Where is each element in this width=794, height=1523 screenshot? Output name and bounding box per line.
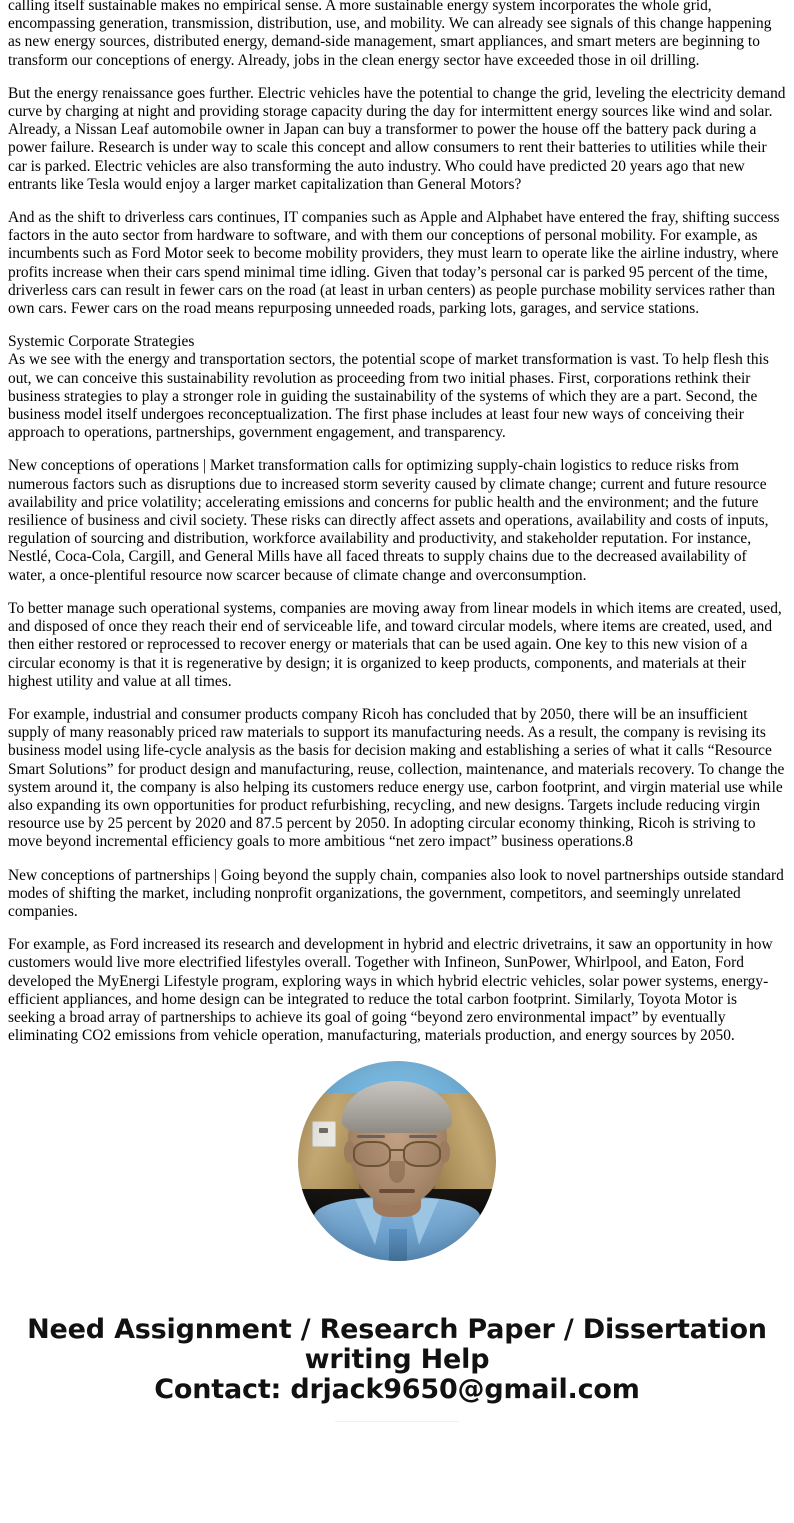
section-block-systemic-corporate-strategies xyxy=(8,333,786,442)
paragraph-operations: New conceptions of operations | Market transformation calls for optimizing supply-chain logistics to reduce risks from numerous factors such as disruptions due to increased storm severity caused by climate change; current and future resource availability and price volatility; accelerating emissions and concerns for public health and the environment; and the future resilience of business and civil society. These risks can directly affect assets and operations, availability and costs of inputs, regulation of sourcing and distribution, workforce availability and productivity, and stakeholder reputation. For instance, Nestlé, Coca-Cola, Cargill, and General Mills have all faced threats to supply chains due to the decreased availability of water, a once-plentiful resource now scarcer because of climate change and overconsumption. xyxy=(8,457,769,584)
photo-vignette xyxy=(298,1061,496,1261)
footer-divider xyxy=(335,1421,459,1422)
promo-contact-line: Contact: drjack9650@gmail.com xyxy=(154,1374,640,1406)
promo-title-line-2: writing Help xyxy=(304,1344,490,1376)
article-body xyxy=(8,0,786,1045)
promo-section xyxy=(8,1061,786,1422)
paragraph-3: And as the shift to driverless cars continues, IT companies such as Apple and Alphabet have entered the fray, shifting success factors in the auto sector from hardware to software, and with them our conceptions of personal mobility. For example, as incumbents such as Ford Motor seek to become mobility providers, they must learn to operate like the airline industry, where profits increase when their cars spend minimal time idling. Given that today’s personal car is parked 95 percent of the time, driverless cars can result in fewer cars on the road (at least in urban centers) as people purchase mobility services rather than own cars. Fewer cars on the road means repurposing unneeded roads, parking lots, garages, and service stations. xyxy=(8,209,780,318)
promo-title xyxy=(8,1315,786,1375)
section-intro-paragraph: As we see with the energy and transportation sectors, the potential scope of market transformation is vast. To help flesh this out, we can conceive this sustainability revolution as proceeding from two initial phases. First, corporations rethink their business strategies to play a stronger role in guiding the sustainability of the systems of which they are a part. Second, the business model itself undergoes reconceptualization. The first phase includes at least four new ways of conceiving their approach to operations, partnerships, government engagement, and transparency. xyxy=(8,351,769,442)
section-heading: Systemic Corporate Strategies xyxy=(8,333,195,351)
paragraph-2: But the energy renaissance goes further. Electric vehicles have the potential to change the grid, leveling the electricity demand curve by charging at night and providing storage capacity during the day for intermittent energy sources like wind and solar. Already, a Nissan Leaf automobile owner in Japan can buy a transformer to power the house off the battery pack during a power failure. Research is under way to scale this concept and allow consumers to rent their batteries to utilities while their car is parked. Electric vehicles are also transforming the auto industry. Who could have predicted 20 years ago that new entrants like Tesla would enjoy a larger market capitalization than General Motors? xyxy=(8,84,786,193)
paragraph-circular-models: To better manage such operational systems, companies are moving away from linear models in which items are created, used, and disposed of once they reach their end of serviceable life, and toward circular models, where items are created, used, and then either restored or reprocessed to recover energy or materials that can be used again. One key to this new vision of a circular economy is that it is regenerative by design; it is organized to keep products, components, and materials at their highest utility and value at all times. xyxy=(8,599,782,690)
paragraph-partnerships: New conceptions of partnerships | Going beyond the supply chain, companies also look to novel partnerships outside standard modes of shifting the market, including nonprofit organizations, the government, competitors, and seemingly unrelated companies. xyxy=(8,866,784,920)
portrait-photo-icon xyxy=(298,1061,496,1261)
paragraph-ford-toyota: For example, as Ford increased its research and development in hybrid and electric drivetrains, it saw an opportunity in how customers would live more electrified lifestyles overall. Together with Infineon, SunPower, Whirlpool, and Eaton, Ford developed the MyEnergi Lifestyle program, exploring ways in which hybrid electric vehicles, solar power systems, energy-efficient appliances, and home design can be integrated to reduce the total carbon footprint. Similarly, Toyota Motor is seeking a broad array of partnerships to achieve its goal of going “beyond zero environmental impact” by eventually eliminating CO2 emissions from vehicle operation, manufacturing, materials production, and energy sources by 2050. xyxy=(8,936,773,1045)
paragraph-1: calling itself sustainable makes no empirical sense. A more sustainable energy system incorporates the whole grid, encompassing generation, transmission, distribution, use, and mobility. We can already see signals of this change happening as new energy sources, distributed energy, demand-side management, smart appliances, and smart meters are beginning to transform our conceptions of energy. Already, jobs in the clean energy sector have exceeded those in oil drilling. xyxy=(8,0,772,69)
paragraph-ricoh: For example, industrial and consumer products company Ricoh has concluded that by 2050, there will be an insufficient supply of many reasonably priced raw materials to support its manufacturing needs. As a result, the company is revising its business model using life-cycle analysis as the basis for decision making and establishing a series of what it calls “Resource Smart Solutions” for product design and manufacturing, reuse, collection, maintenance, and materials recovery. To change the system around it, the company is also helping its customers reduce energy use, carbon footprint, and virgin material use while also expanding its own opportunities for product refurbishing, recycling, and new designs. Targets include reducing virgin resource use by 25 percent by 2020 and 87.5 percent by 2050. In adopting circular economy thinking, Ricoh is striving to move beyond incremental efficiency goals to more ambitious “net zero impact” business operations.8 xyxy=(8,705,785,851)
avatar xyxy=(298,1061,496,1261)
promo-title-line-1: Need Assignment / Research Paper / Dissertation xyxy=(27,1314,767,1346)
